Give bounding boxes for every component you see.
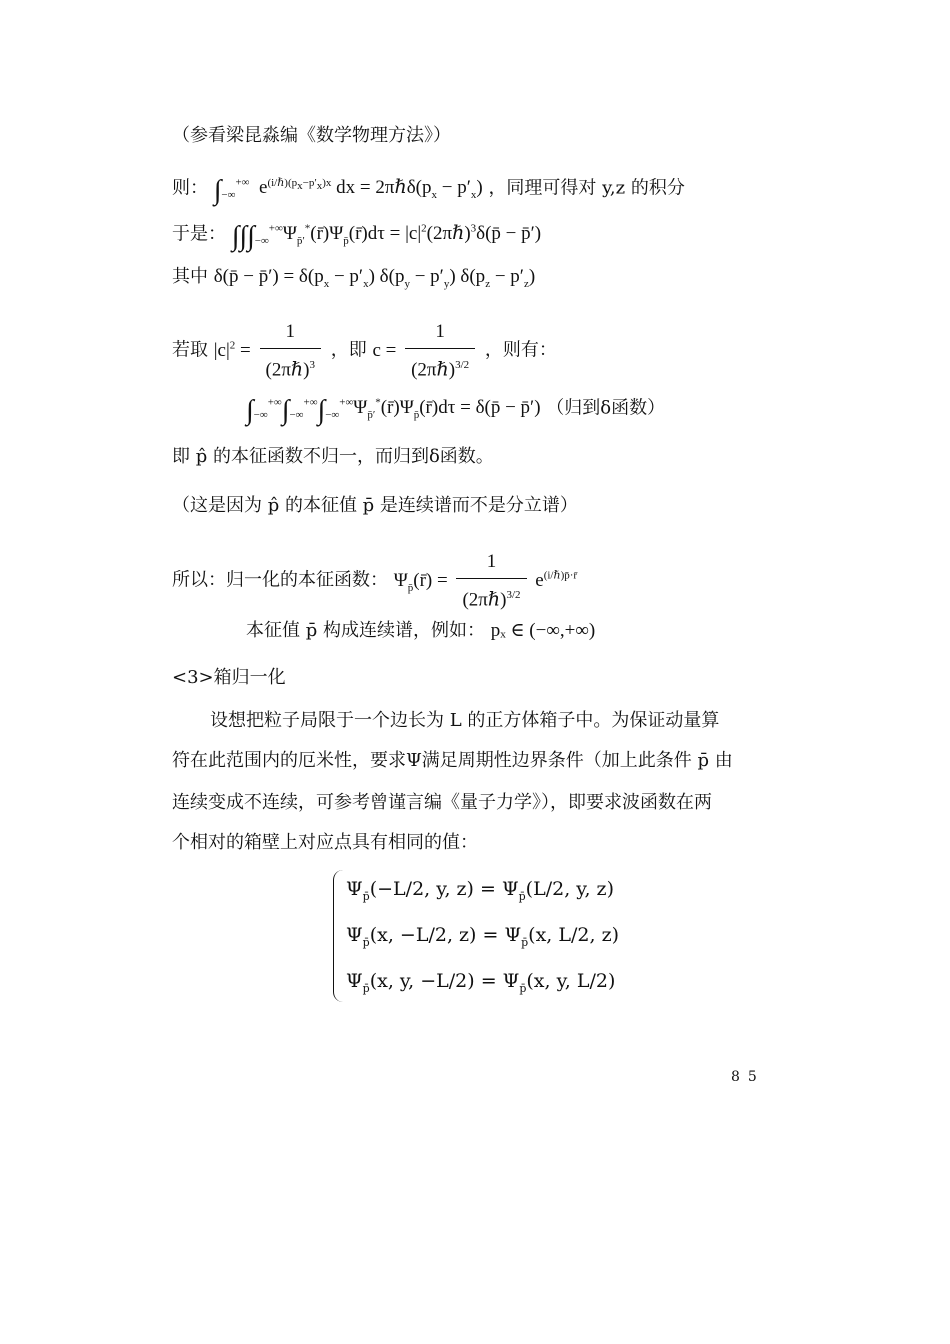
equation-line-8: 所以：归一化的本征函数： $\Psi_{p̄}(r̄)$ = $\frac{1}{(2\pi\hbar)^{3/2}}$ $e^{(i/\hbar)p̄\cdot r̄}$ bbox=[172, 548, 577, 614]
reference-line: （参看梁昆淼编《数学物理方法》） bbox=[172, 125, 451, 146]
equation-line-3: 其中 δ(p̄ − p̄′) = $\delta(p_x - p'_x) \delta(p_y - p'_y) \delta(p_z - p'_z)$ bbox=[172, 266, 536, 290]
paragraph-line-2: 符在此范围内的厄米性，要求Ψ满足周期性边界条件（加上此条件 p̄ 由 bbox=[172, 750, 733, 771]
boundary-condition-2: $\Psi_{p̄}(x$, −L/2, $z) = \Psi_{p̄}(x$, L/2, z) bbox=[346, 924, 619, 949]
boundary-condition-1: $\Psi_{p̄}(-L/2$, y, $z) = \Psi_{p̄}(L/2$, y, z) bbox=[346, 878, 614, 903]
equation-line-1: 则： $\int_{-\infty}^{+\infty}$ $e^{(i/\hbar)(p_x-p'_x)x}$ dx = $2\pi\hbar\delta(p_x - p'_x)$ ，同理可得对 y,z 的积分 bbox=[172, 175, 685, 207]
equation-line-2: 于是： $\int\int\int_{-\infty}^{+\infty}\Psi_{p̄'}^*(r̄)\Psi_{p̄}(r̄)d\tau$ = $|c|^2(2\pi\hbar)^3\delta(p̄$ − p̄′) bbox=[172, 221, 542, 253]
text-line-6: 即 p̂ 的本征函数不归一，而归到δ函数。 bbox=[172, 446, 494, 467]
boundary-condition-3: $\Psi_{p̄}(x$, y, $-L/2) = \Psi_{p̄}(x$, y, L/2) bbox=[346, 970, 616, 995]
text-line-9: 本征值 p̄ 构成连续谱，例如： pₓ ∈ (−∞,+∞) bbox=[246, 620, 596, 641]
page-number: 85 bbox=[731, 1069, 765, 1085]
equation-line-4: 若取 $|c|^2$ = $\frac{1}{(2\pi\hbar)^3}$ ，即 c = $\frac{1}{(2\pi\hbar)^{3/2}}$ ，则有： bbox=[172, 318, 557, 384]
paragraph-line-3: 连续变成不连续，可参考曾谨言编《量子力学》），即要求波函数在两 bbox=[172, 792, 712, 813]
system-brace bbox=[333, 870, 346, 1002]
equation-line-5: $\int_{-\infty}^{+\infty}\int_{-\infty}^{+\infty}\int_{-\infty}^{+\infty}\Psi_{p̄'}^*(r̄)\Psi_{p̄}(r̄)d\tau$ = δ(p̄ − p̄′) （归到δ函数） bbox=[246, 395, 666, 427]
text-line-7: （这是因为 p̂ 的本征值 p̄ 是连续谱而不是分立谱） bbox=[172, 495, 578, 516]
section-heading: <3>箱归一化 bbox=[172, 667, 286, 688]
paragraph-line-4: 个相对的箱壁上对应点具有相同的值： bbox=[172, 832, 478, 853]
paragraph-line-1: 设想把粒子局限于一个边长为 L 的正方体箱子中。为保证动量算 bbox=[210, 710, 720, 731]
